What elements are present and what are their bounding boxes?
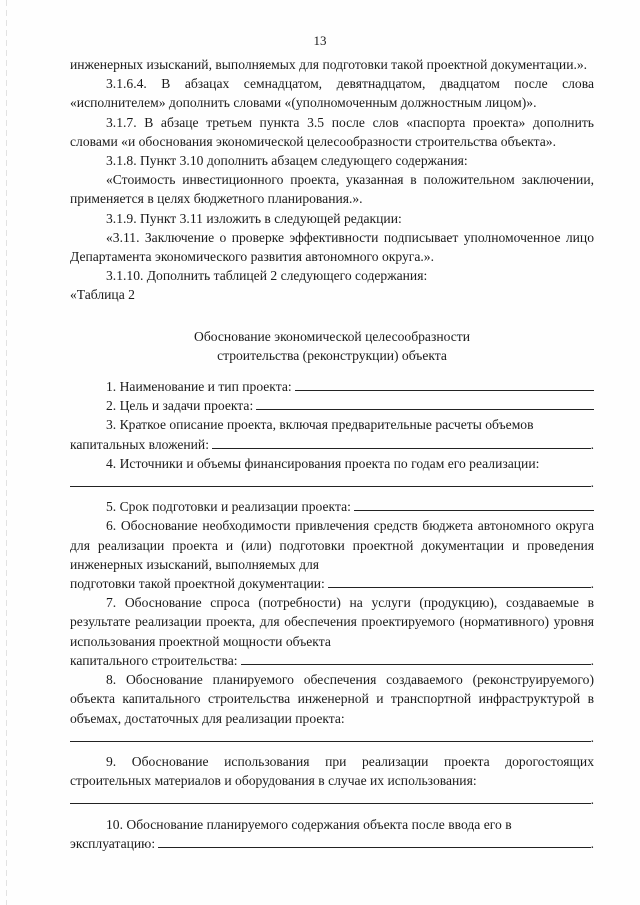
document-body (70, 55, 594, 853)
item-5-blank (354, 497, 594, 511)
paragraph-quote-3-11: «3.11. Заключение о проверке эффективности подписывает уполномоченное лицо Департамента экономического развития автономного округа.». (70, 229, 594, 265)
item-1-blank (295, 377, 594, 391)
item-10-blank (158, 834, 590, 848)
item-9-blank-row: . (70, 790, 594, 809)
paragraph-continuation: инженерных изысканий, выполняемых для подготовки такой проектной документации.». (70, 57, 588, 72)
item-4-blank-row: . (70, 473, 594, 492)
form-item-7: капитального строительства: . (70, 652, 594, 668)
form-title-line1: Обоснование экономической целесообразности (194, 328, 470, 344)
paragraph-3-1-9: 3.1.9. Пункт 3.11 изложить в следующей редакции: (106, 210, 402, 226)
form-item-10: эксплуатацию: . (70, 835, 594, 851)
form-item-2: 2. Цель и задачи проекта: (70, 396, 594, 415)
paragraph-3-1-10: 3.1.10. Дополнить таблицей 2 следующего содержания: (106, 268, 428, 284)
item-4-blank (70, 473, 591, 487)
form-item-4: 4. Источники и объемы финансирования проекта по годам его реализации: (106, 455, 540, 471)
form-title (70, 327, 594, 365)
form-item-9-text: 9. Обоснование использования при реализации проекта дорогостоящих строительных материалов и оборудования в случае их использования: (70, 753, 594, 789)
item-9-blank (70, 790, 591, 804)
item-2-blank (256, 396, 594, 410)
item-8-blank-row: . (70, 728, 594, 747)
table-label: «Таблица 2 (70, 287, 135, 303)
item-6-blank (328, 574, 591, 588)
page-number: 13 (313, 33, 327, 48)
form-item-6: подготовки такой проектной документации: . (70, 576, 594, 592)
form-title-line2: строительства (реконструкции) объекта (217, 347, 447, 363)
form-item-5: 5. Срок подготовки и реализации проекта: (70, 497, 594, 516)
item-8-blank (70, 728, 591, 742)
paragraph-3-1-6-4: 3.1.6.4. В абзацах семнадцатом, девятнадцатом, двадцатом после слова «исполнителем» дополнить словами «(уполномоченным должностным лицом)». (70, 76, 594, 111)
paragraph-3-1-7: 3.1.7. В абзаце третьем пункта 3.5 после слов «паспорта проекта» дополнить словами «и обоснования экономической целесообразности строительства объекта». (70, 114, 594, 149)
form-item-8-text: 8. Обоснование планируемого обеспечения создаваемого (реконструируемого) объекта капитального строительства инженерной и транспортной инфраструктурой в объемах, достаточных для реализации проекта: (70, 672, 594, 726)
item-3-blank (212, 435, 591, 449)
item-7-blank (241, 651, 591, 665)
form-item-1: 1. Наименование и тип проекта: (70, 377, 594, 396)
form-item-3: капитальных вложений: . (70, 436, 594, 452)
paragraph-3-1-8: 3.1.8. Пункт 3.10 дополнить абзацем следующего содержания: (106, 153, 468, 169)
form-item-6-text: 6. Обоснование необходимости привлечения средств бюджета автономного округа для реализации проекта и (или) подготовки проектной документации и проведения инженерных изысканий, выполняемых для (70, 518, 594, 572)
form-item-3-line1: 3. Краткое описание проекта, включая предварительные расчеты объемов (106, 417, 534, 433)
scan-edge (6, 0, 7, 905)
paragraph-quote-cost: «Стоимость инвестиционного проекта, указанная в положительном заключении, применяется в целях бюджетного планирования.». (70, 172, 594, 207)
form-item-10-line1: 10. Обоснование планируемого содержания объекта после ввода его в (106, 816, 512, 832)
form-item-7-text: 7. Обоснование спроса (потребности) на услуги (продукцию), создаваемые в результате реализации проекта, для обеспечения проектируемого (нормативного) уровня использования проектной мощности объекта (70, 595, 594, 649)
